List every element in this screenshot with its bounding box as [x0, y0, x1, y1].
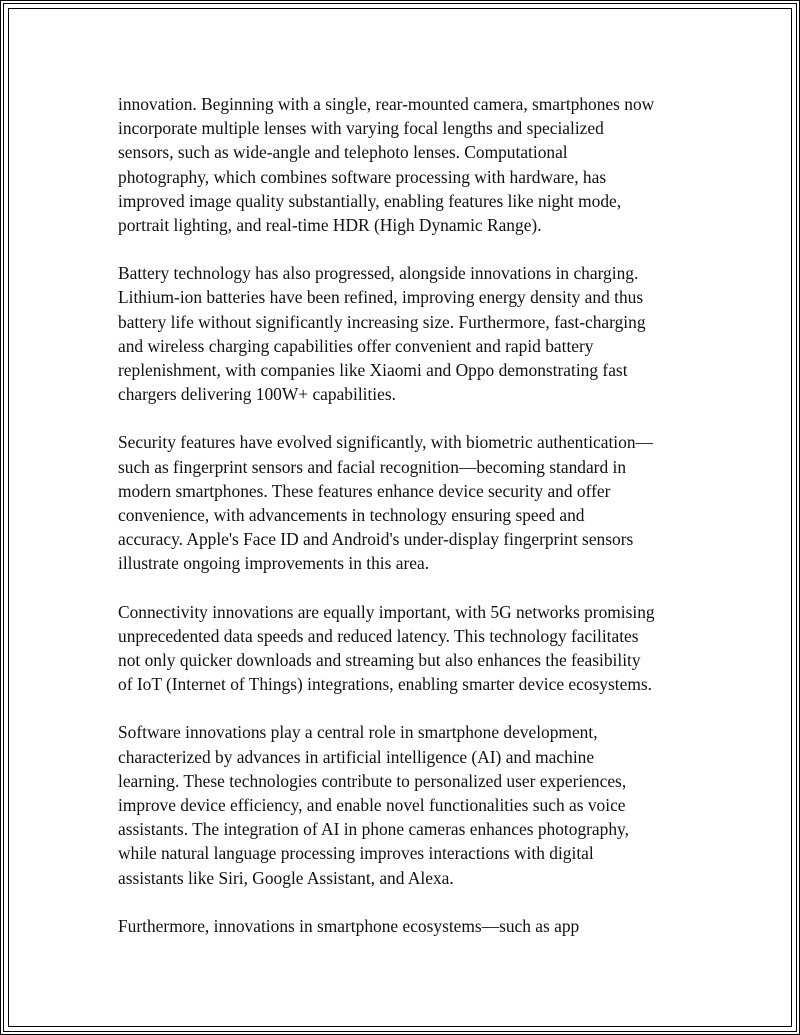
- text-line: assistants like Siri, Google Assistant, and Alexa.: [118, 867, 454, 888]
- text-line: Lithium-ion batteries have been refined, improving energy density and thus: [118, 287, 644, 308]
- paragraph-software: [118, 720, 698, 889]
- text-line: improved image quality substantially, enabling features like night mode,: [118, 190, 622, 211]
- text-line: chargers delivering 100W+ capabilities.: [118, 384, 396, 405]
- paragraph-connectivity: [118, 600, 698, 697]
- text-line: portrait lighting, and real-time HDR (High Dynamic Range).: [118, 215, 542, 236]
- text-line: of IoT (Internet of Things) integrations, enabling smarter device ecosystems.: [118, 674, 652, 695]
- document-body: [118, 92, 698, 962]
- text-line: battery life without significantly increasing size. Furthermore, fast-charging: [118, 311, 646, 332]
- text-line: modern smartphones. These features enhance device security and offer: [118, 480, 611, 501]
- text-line: assistants. The integration of AI in phone cameras enhances photography,: [118, 819, 629, 840]
- text-line: illustrate ongoing improvements in this area.: [118, 553, 430, 574]
- text-line: incorporate multiple lenses with varying focal lengths and specialized: [118, 118, 604, 139]
- paragraph-camera: [118, 92, 698, 237]
- text-line: not only quicker downloads and streaming but also enhances the feasibility: [118, 650, 641, 671]
- text-line: unprecedented data speeds and reduced latency. This technology facilitates: [118, 625, 639, 646]
- text-line: Furthermore, innovations in smartphone ecosystems—such as app: [118, 915, 580, 936]
- text-line: Software innovations play a central role in smartphone development,: [118, 722, 598, 743]
- paragraph-security: [118, 430, 698, 575]
- text-line: learning. These technologies contribute to personalized user experiences,: [118, 770, 627, 791]
- text-line: photography, which combines software processing with hardware, has: [118, 166, 607, 187]
- text-line: accuracy. Apple's Face ID and Android's under-display fingerprint sensors: [118, 529, 634, 550]
- text-line: innovation. Beginning with a single, rear-mounted camera, smartphones now: [118, 94, 655, 114]
- text-line: while natural language processing improves interactions with digital: [118, 843, 594, 864]
- paragraph-battery: [118, 261, 698, 406]
- text-line: Security features have evolved significantly, with biometric authentication—: [118, 432, 653, 453]
- text-line: sensors, such as wide-angle and telephoto lenses. Computational: [118, 142, 568, 163]
- text-line: and wireless charging capabilities offer convenient and rapid battery: [118, 335, 594, 356]
- text-line: such as fingerprint sensors and facial recognition—becoming standard in: [118, 456, 627, 477]
- text-line: convenience, with advancements in technology ensuring speed and: [118, 505, 585, 526]
- text-line: replenishment, with companies like Xiaomi and Oppo demonstrating fast: [118, 360, 628, 381]
- text-line: improve device efficiency, and enable novel functionalities such as voice: [118, 795, 626, 816]
- text-line: characterized by advances in artificial intelligence (AI) and machine: [118, 746, 595, 767]
- text-line: Battery technology has also progressed, alongside innovations in charging.: [118, 263, 639, 284]
- paragraph-ecosystems: [118, 914, 698, 938]
- text-line: Connectivity innovations are equally important, with 5G networks promising: [118, 601, 655, 622]
